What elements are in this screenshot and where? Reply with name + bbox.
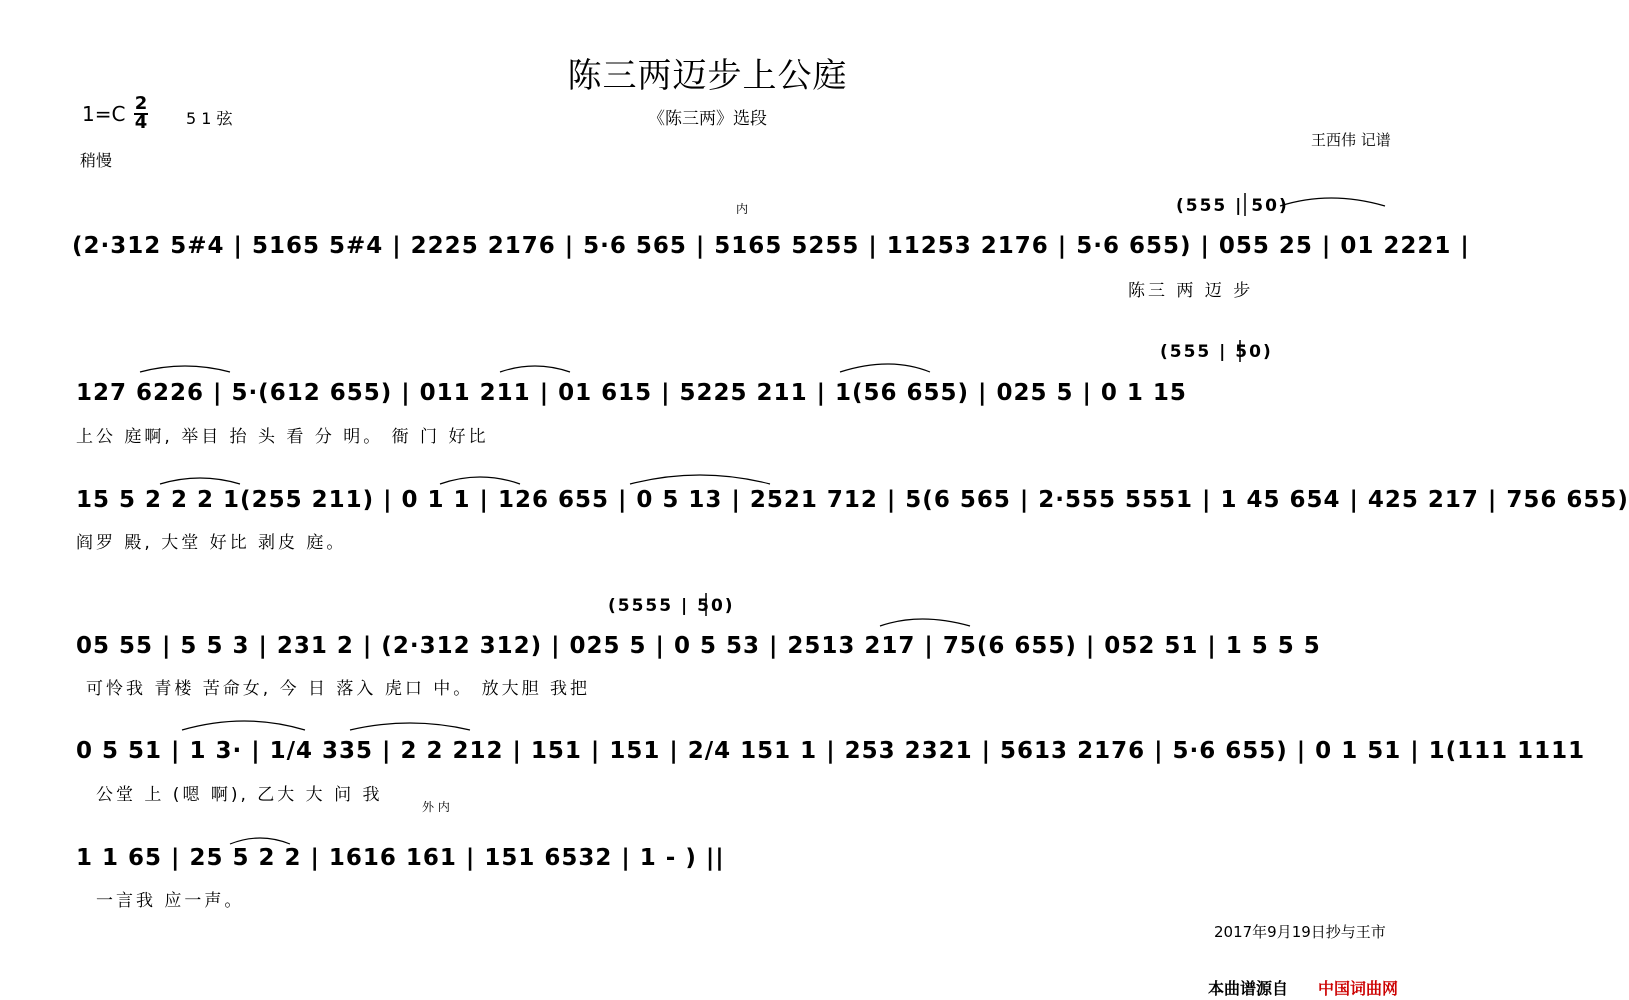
line-6-mark: 外 内 [422, 800, 450, 814]
line-1-notes: (2·312 5#4 | 5165 5#4 | 2225 2176 | 5·6 565 | 5165 5255 | 11253 2176 | 5·6 655) | 055 25 | 01 2221 | [72, 233, 1470, 259]
tempo-marking: 稍慢 [80, 151, 113, 170]
line-5-notes: 0 5 51 | 1 3· | 1/4 335 | 2 2 212 | 151 | 151 | 2/4 151 1 | 253 2321 | 5613 2176 | 5·6 655) | 0 1 51 | 1(111 1111 [76, 738, 1586, 764]
score-title: 陈三两迈步上公庭 [567, 56, 848, 96]
source-label: 本曲谱源自 [1208, 979, 1289, 998]
line-3-notes: 15 5 2 2 2 1(255 211) | 0 1 1 | 126 655 | 0 5 13 | 2521 712 | 5(6 565 | 2·555 5551 | 1 45 654 | 425 217 | 756 655) [76, 487, 1629, 513]
time-signature-bottom: 4 [134, 112, 148, 133]
source-site-link[interactable]: 中国词曲网 [1318, 979, 1399, 998]
time-signature-top: 2 [134, 93, 148, 114]
line-3-lyrics: 阎罗 殿, 大堂 好比 剥皮 庭。 [76, 533, 347, 553]
line-1-lyrics: 陈三 两 迈 步 [1128, 281, 1254, 301]
line-2-lyrics: 上公 庭啊, 举目 抬 头 看 分 明。 衙 门 好比 [76, 427, 489, 447]
line-4-lyrics: 可怜我 青楼 苦命女, 今 日 落入 虎口 中。 放大胆 我把 [86, 679, 591, 699]
string-tuning: 5 1 弦 [186, 109, 233, 128]
transcriber-credit: 王西伟 记谱 [1311, 131, 1391, 149]
line-6-notes: 1 1 65 | 25 5 2 2 | 1616 161 | 151 6532 | 1 - ) || [76, 845, 725, 871]
line-2-notes: 127 6226 | 5·(612 655) | 011 211 | 01 615 | 5225 211 | 1(56 655) | 025 5 | 0 1 15 [76, 380, 1187, 406]
line-5-lyrics: 公堂 上 (嗯 啊), 乙大 大 问 我 [96, 785, 383, 805]
score-subtitle: 《陈三两》选段 [648, 109, 767, 129]
line-1-cue: (555 | 50) [1176, 196, 1289, 216]
line-1-mark: 内 [736, 202, 749, 216]
line-6-lyrics: 一言我 应一声。 [96, 891, 245, 911]
line-4-notes: 05 55 | 5 5 3 | 231 2 | (2·312 312) | 025 5 | 0 5 53 | 2513 217 | 75(6 655) | 052 51 | 1 5 5 5 [76, 633, 1321, 659]
line-4-cue: (5555 | 50) [608, 596, 735, 616]
line-2-cue: (555 | 50) [1160, 342, 1273, 362]
key-signature: 1=C [82, 102, 126, 126]
copy-date: 2017年9月19日抄与王市 [1214, 923, 1386, 941]
